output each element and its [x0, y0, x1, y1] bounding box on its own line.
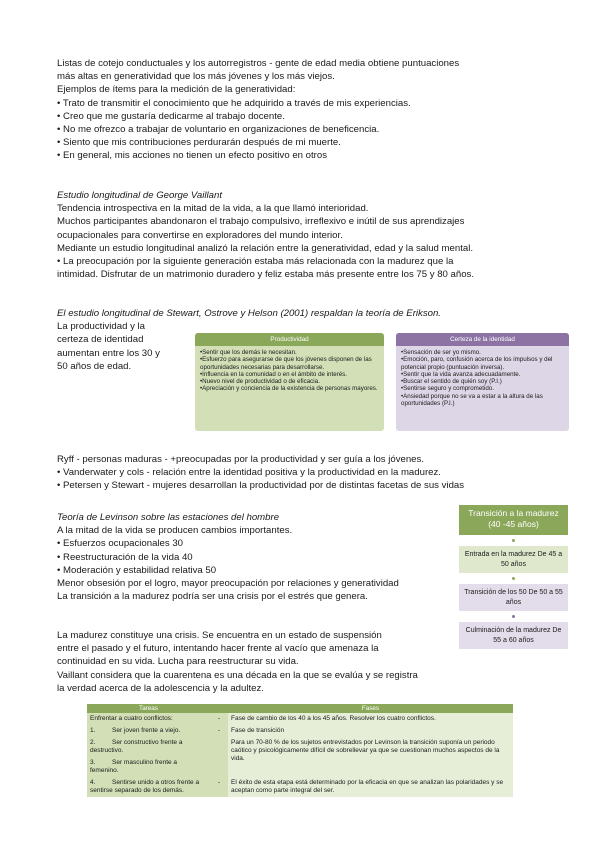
crisis-section: [57, 629, 418, 695]
table-row: [87, 713, 513, 725]
tarea-item: [87, 757, 210, 777]
productividad-item: •Influencia en la comunidad o en el ámbito de interés.: [200, 370, 347, 378]
vaillant-line: Mediante un estudio longitudinal analizó la relación entre la generatividad, edad y la salud mental.: [57, 242, 474, 254]
vaillant-line: Tendencia introspectiva en la mitad de la vida, a la que llamó interioridad.: [57, 203, 369, 215]
tarea-text: Ser constructivo frente a destructivo.: [90, 739, 183, 754]
ryff-line: • Vanderwater y cols - relación entre la identidad positiva y la productividad en la madurez.: [57, 467, 441, 479]
stewart-side-line: aumentan entre los 30 y: [57, 347, 160, 359]
tareas-fases-table: [87, 704, 513, 797]
identidad-item: •Sentirse seguro y comprometido.: [401, 385, 494, 393]
ryff-line: • Petersen y Stewart - mujeres desarrollan la productividad por de distintas facetas de sus vidas: [57, 480, 465, 492]
tarea-num: 3.: [90, 759, 96, 766]
crisis-line: la verdad acerca de la adolescencia y la adultez.: [57, 682, 264, 694]
fase-marker: [210, 737, 228, 757]
productividad-title: Productividad: [195, 333, 384, 346]
levinson-line: La transición a la madurez podría ser una crisis por el estrés que genera.: [57, 591, 368, 603]
fase-marker: -: [210, 777, 228, 797]
productividad-item: •Nuevo nivel de productividad o de eficacia.: [200, 378, 320, 386]
fase-text: Para un 70-80 % de los sujetos entrevistados por Levinson la transición suponía un periodo caótico y psicológicamente difícil de sobrellevar ya que se cuestionan muchos aspectos de la vida.: [228, 737, 513, 777]
identidad-box: [396, 333, 569, 431]
fase-marker: -: [210, 713, 228, 725]
intro-section: [57, 57, 459, 163]
productividad-box: [195, 333, 384, 431]
stewart-side-line: certeza de identidad: [57, 334, 144, 346]
identidad-item: •Sensación de ser yo mismo.: [401, 349, 481, 356]
levinson-line: • Moderación y estabilidad relativa 50: [57, 564, 217, 576]
tarea-num: 1.: [90, 727, 96, 734]
tareas-intro: Enfrentar a cuatro conflictos:: [87, 713, 210, 725]
crisis-line: La madurez constituye una crisis. Se encuentra en un estado de suspensión: [57, 630, 382, 641]
vaillant-line: intimidad. Disfrutar de un matrimonio duradero y feliz estaba más presente entre los 75 y 80 años.: [57, 269, 475, 281]
stewart-side-line: La productividad y la: [57, 321, 145, 333]
ryff-section: [57, 453, 464, 493]
intro-line: • No me ofrezco a trabajar de voluntario en organizaciones de beneficencia.: [57, 124, 380, 136]
marker-spacer: [210, 757, 228, 777]
madurez-flow: [459, 505, 568, 649]
levinson-line: Menor obsesión por el logro, mayor preocupación por relaciones y generatividad: [57, 578, 399, 590]
flow-title: Transición a la madurez (40 -45 años): [459, 505, 568, 535]
table-header-row: [87, 704, 513, 713]
col-fases-header: Fases: [228, 704, 513, 713]
table-row: [87, 725, 513, 737]
intro-line: • Trato de transmitir el conocimiento que he adquirido a través de mis experiencias.: [57, 97, 411, 109]
tarea-num: 4.: [90, 779, 96, 786]
levinson-section: [57, 511, 399, 603]
fase-text: Fase de transición: [228, 725, 513, 737]
levinson-line: • Esfuerzos ocupacionales 30: [57, 538, 184, 550]
intro-line: Ejemplos de ítems para la medición de la generatividad:: [57, 84, 296, 96]
flow-step: Entrada en la madurez De 45 a 50 años: [459, 546, 568, 573]
flow-connector: [512, 539, 515, 542]
tarea-text: Ser masculino frente a femenino.: [90, 759, 178, 774]
stewart-side-line: 50 años de edad.: [57, 360, 132, 372]
productividad-item: •Sentir que los demás le necesitan.: [200, 349, 297, 356]
productividad-item: •Apreciación y conciencia de la existencia de personas mayores.: [200, 385, 378, 393]
flow-connector: [512, 615, 515, 618]
tarea-num: 2.: [90, 739, 96, 746]
tarea-text: Sentirse unido a otros frente a sentirse separado de los demás.: [90, 779, 200, 794]
tarea-item: [87, 737, 210, 757]
vaillant-line: ocupacionales para convertirse en exploradores del mundo interior.: [57, 229, 343, 241]
table-row: [87, 777, 513, 797]
identidad-item: •Sentir que la vida avanza adecuadamente.: [401, 370, 521, 378]
vaillant-line: • La preocupación por la siguiente generación estaba más relacionada con la madurez que la: [57, 256, 454, 268]
col-tareas-header: Tareas: [87, 704, 210, 713]
crisis-line: continuidad en su vida. Lucha para reestructurar su vida.: [57, 656, 299, 668]
levinson-line: A la mitad de la vida se producen cambios importantes.: [57, 525, 293, 537]
flow-step: Culminación de la madurez De 55 a 60 años: [459, 622, 568, 649]
crisis-line: Vaillant considera que la cuarentena es una década en la que se evalúa y se registra: [57, 669, 418, 681]
fase-text: El éxito de esta etapa está determinado por la eficacia en que se analizan las polaridades y se aceptan como parte integral del ser.: [228, 777, 513, 797]
tarea-item: [87, 777, 210, 797]
fase-marker: -: [210, 725, 228, 737]
vaillant-section: [57, 189, 474, 281]
intro-line: Listas de cotejo conductuales y los autorregistros - gente de edad media obtiene puntuaciones: [57, 58, 460, 69]
levinson-line: • Reestructuración de la vida 40: [57, 551, 193, 563]
flow-step: Transición de los 50 De 50 a 55 años: [459, 584, 568, 611]
intro-line: • Creo que me gustaría dedicarme al trabajo docente.: [57, 110, 285, 122]
header-spacer: [210, 704, 228, 713]
identidad-item: •Buscar el sentido de quién soy (P.I.): [401, 378, 502, 386]
vaillant-heading: Estudio longitudinal de George Vaillant: [57, 190, 222, 201]
productividad-item: •Esfuerzo para asegurarse de que los jóvenes disponen de las oportunidades necesarias para desarrollarse.: [200, 356, 372, 371]
intro-line: más altas en generatividad que los más jóvenes y los más viejos.: [57, 71, 335, 83]
identidad-item: •Ansiedad porque no se va a estar a la altura de las oportunidades (P.I.): [401, 392, 543, 408]
intro-line: • En general, mis acciones no tienen un efecto positivo en otros: [57, 150, 328, 162]
flow-connector: [512, 577, 515, 580]
tarea-item: [87, 725, 210, 737]
intro-line: • Siento que mis contribuciones perdurarán después de mi muerte.: [57, 137, 341, 149]
crisis-line: entre el pasado y el futuro, intentando hacer frente al vacío que amenaza la: [57, 643, 379, 655]
identidad-item: •Emoción, paro, confusión acerca de los impulsos y del potencial propio (puntuación inversa).: [401, 356, 553, 371]
tarea-text: Ser joven frente a viejo.: [112, 727, 181, 734]
fase-text: Fase de cambio de los 40 a los 45 años. Resolver los cuatro conflictos.: [228, 713, 513, 725]
ryff-line: Ryff - personas maduras - +preocupadas por la productividad y ser guía a los jóvenes.: [57, 454, 424, 465]
levinson-heading: Teoría de Levinson sobre las estaciones del hombre: [57, 512, 280, 523]
vaillant-line: Muchos participantes abandonaron el trabajo compulsivo, irreflexivo e inútil de sus aprendizajes: [57, 216, 465, 228]
identidad-title: Certeza de la identidad: [396, 333, 569, 346]
table-row: [87, 737, 513, 757]
stewart-heading: El estudio longitudinal de Stewart, Ostrove y Helson (2001) respaldan la teoría de Erikson.: [57, 308, 441, 319]
